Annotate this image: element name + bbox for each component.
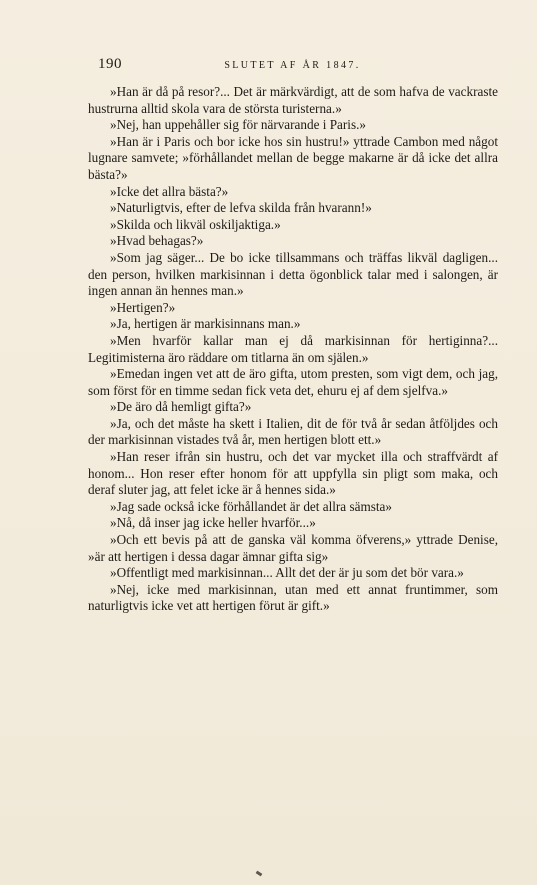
page-header — [88, 48, 497, 74]
body-text — [88, 84, 498, 615]
paragraph: »Emedan ingen vet att de äro gifta, utom presten, som vigt dem, och jag, som först för en timme sedan fick veta det, ehuru ej af dem sjelfva.» — [88, 366, 498, 398]
paragraph: »Han är i Paris och bor icke hos sin hustru!» yttrade Cambon med något lugnare samvete; »förhållandet mellan de begge makarne är då icke det allra bästa?» — [88, 133, 498, 182]
ink-speck — [256, 871, 263, 877]
paragraph: »Jag sade också icke förhållandet är det allra sämsta» — [110, 498, 392, 514]
paragraph: »Nej, icke med markisinnan, utan med ett annat fruntimmer, som naturligtvis icke vet att hertigen förut är gift.» — [88, 581, 498, 614]
paragraph: »Icke det allra bästa?» — [110, 183, 229, 199]
paragraph: »Naturligtvis, efter de lefva skilda från hvarann!» — [110, 200, 372, 216]
page-number: 190 — [98, 56, 122, 72]
paragraph: »Och ett bevis på att de ganska väl komma öfverens,» yttrade Denise, »är att hertigen i dessa dagar ämnar gifta sig» — [88, 532, 498, 564]
paragraph: »Ja, hertigen är markisinnans man.» — [110, 316, 301, 332]
paragraph: »Nej, han uppehåller sig för närvarande i Paris.» — [110, 117, 366, 133]
paragraph: »Nå, då inser jag icke heller hvarför...» — [110, 515, 316, 531]
paragraph: »Men hvarför kallar man ej då markisinnan för hertiginna?... Legitimisterna äro räddare om titlarna än om själen.» — [88, 332, 498, 365]
paragraph: »Han är då på resor?... Det är märkvärdigt, att de som hafva de vackraste hustrurna alltid skola vara de största turisterna.» — [88, 84, 498, 116]
paragraph: »Han reser ifrån sin hustru, och det var mycket illa och straffvärdt af honom... Hon reser efter honom för att uppfylla sin pligt som maka, och deraf sluter jag, att felet icke är å hennes sida.» — [88, 449, 498, 498]
paragraph: »Offentligt med markisinnan... Allt det der är ju som det bör vara.» — [110, 565, 464, 581]
paragraph: »Skilda och likväl oskiljaktiga.» — [110, 216, 281, 232]
paragraph: »Som jag säger... De bo icke tillsammans och träffas likväl dagligen... den person, hvilken markisinnan i detta ögonblick talar med i salongen, är ingen annan än hennes man.» — [88, 249, 498, 299]
paragraph: »Hertigen?» — [110, 299, 176, 315]
paragraph: »De äro då hemligt gifta?» — [110, 399, 252, 415]
paragraph: »Ja, och det måste ha skett i Italien, dit de för två år sedan åtföljdes och der markisinnan vistades två år, men hertigen blott ett.» — [88, 415, 498, 448]
running-head: SLUTET AF ÅR 1847. — [224, 60, 361, 71]
paragraph: »Hvad behagas?» — [110, 233, 204, 249]
